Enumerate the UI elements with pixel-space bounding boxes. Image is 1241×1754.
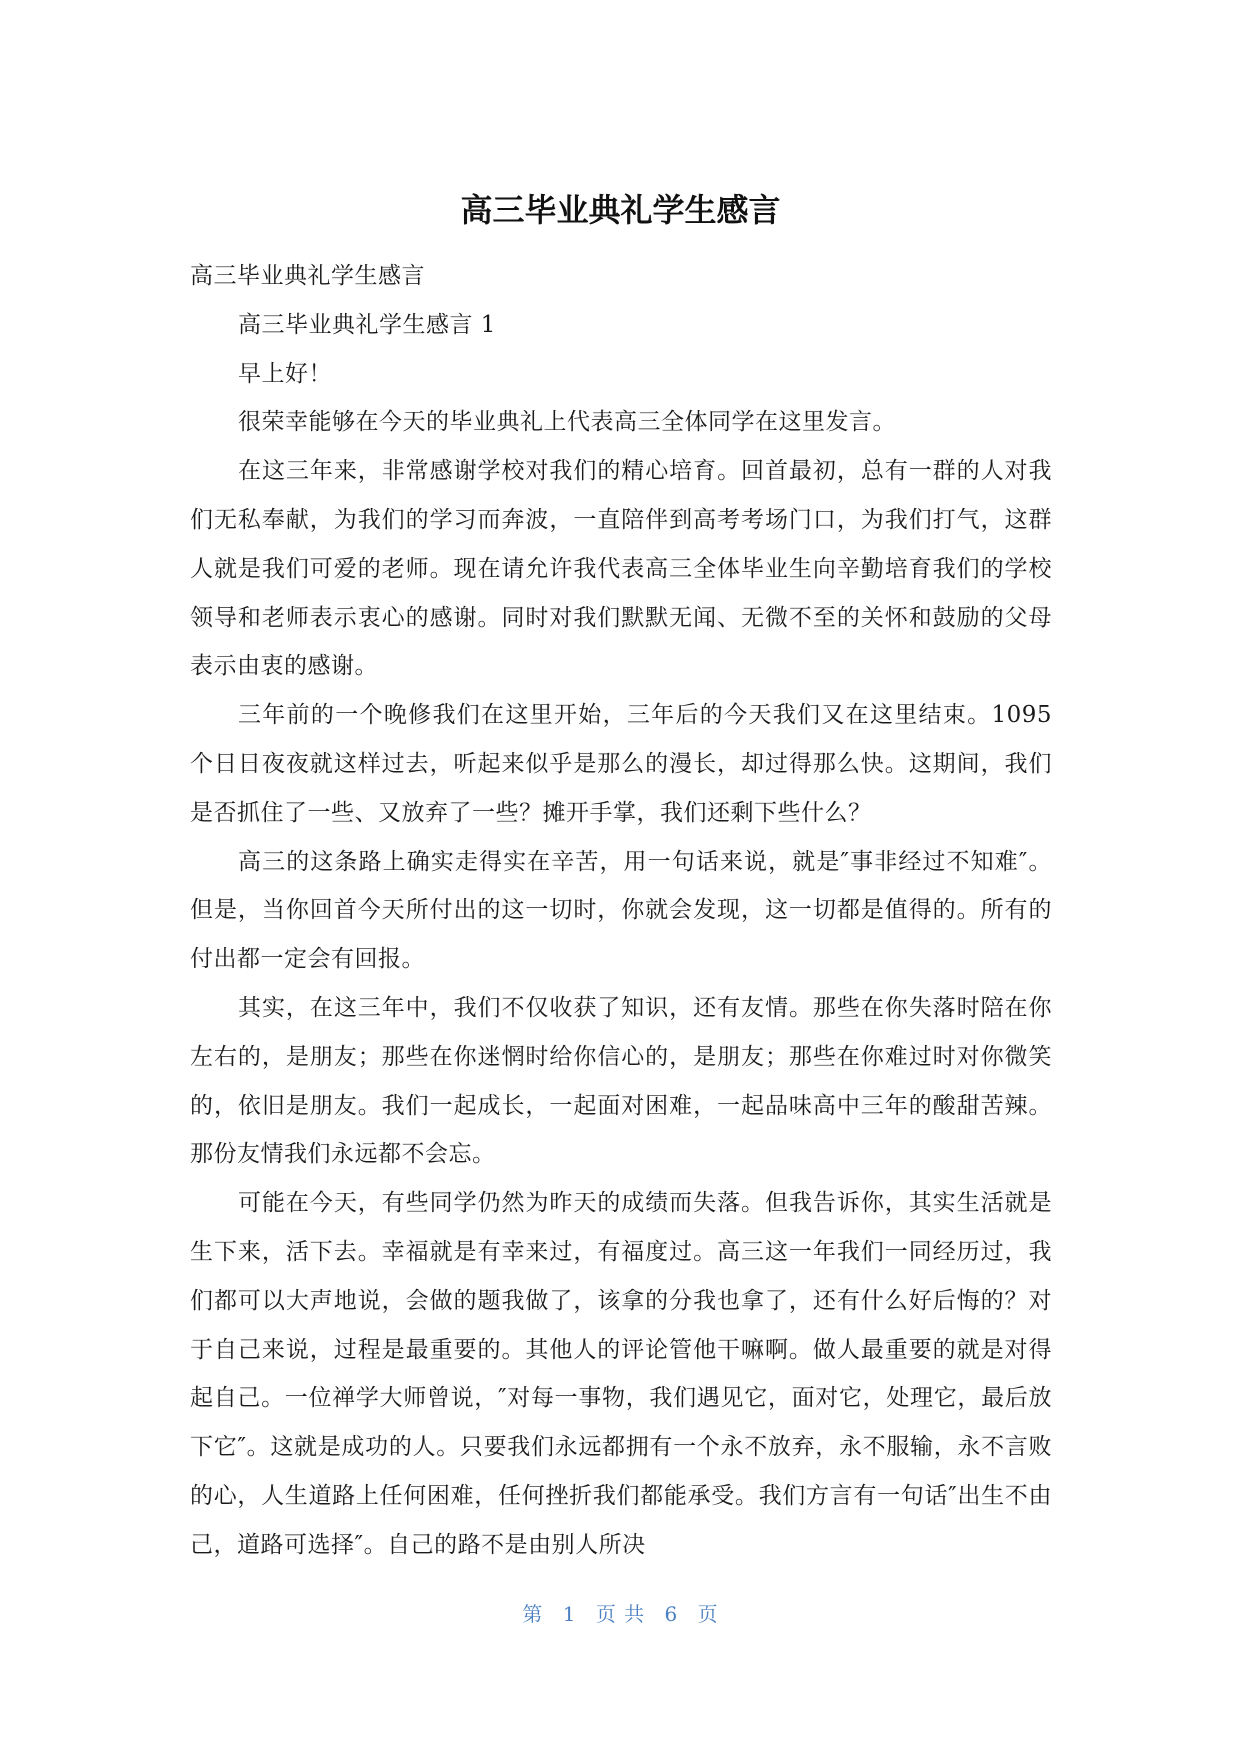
page-footer xyxy=(0,1598,1241,1627)
document-title: 高三毕业典礼学生感言 xyxy=(460,191,781,229)
document-body xyxy=(190,252,1052,1570)
paragraph: 很荣幸能够在今天的毕业典礼上代表高三全体同学在这里发言。 xyxy=(238,409,896,436)
paragraph: 可能在今天，有些同学仍然为昨天的成绩而失落。但我告诉你，其实生活就是生下来，活下去。幸福就是有幸来过，有福度过。高三这一年我们一同经历过，我们都可以大声地说，会做的题我做了，该拿的分我也拿了，还有什么好后悔的？对于自己来说，过程是最重要的。其他人的评论管他干嘛啊。做人最重要的就是对得起自己。一位禅学大师曾说，″对每一事物，我们遇见它，面对它，处理它，最后放下它″。这就是成功的人。只要我们永远都拥有一个永不放弃，永不服输，永不言败的心，人生道路上任何困难，任何挫折我们都能承受。我们方言有一句话″出生不由己，道路可选择″。自己的路不是由别人所决 xyxy=(190,1190,1052,1558)
paragraph: 三年前的一个晚修我们在这里开始，三年后的今天我们又在这里结束。1095 个日日夜夜就这样过去，听起来似乎是那么的漫长，却过得那么快。这期间，我们是否抓住了一些、又放弃了一些？摊开手掌，我们还剩下些什么？ xyxy=(190,702,1052,826)
paragraph: 其实，在这三年中，我们不仅收获了知识，还有友情。那些在你失落时陪在你左右的，是朋友；那些在你迷惘时给你信心的，是朋友；那些在你难过时对你微笑的，依旧是朋友。我们一起成长，一起面对困难，一起品味高中三年的酸甜苦辣。那份友情我们永远都不会忘。 xyxy=(190,994,1052,1168)
paragraph: 在这三年来，非常感谢学校对我们的精心培育。回首最初，总有一群的人对我们无私奉献，为我们的学习而奔波，一直陪伴到高考考场门口，为我们打气，这群人就是我们可爱的老师。现在请允许我代表高三全体毕业生向辛勤培育我们的学校领导和老师表示衷心的感谢。同时对我们默默无闻、无微不至的关怀和鼓励的父母表示由衷的感谢。 xyxy=(190,458,1052,680)
paragraph: 高三的这条路上确实走得实在辛苦，用一句话来说，就是″事非经过不知难″。但是，当你回首今天所付出的这一切时，你就会发现，这一切都是值得的。所有的付出都一定会有回报。 xyxy=(190,848,1052,973)
current-page-number: 1 xyxy=(562,1602,577,1626)
page-label-middle: 页 共 xyxy=(595,1602,646,1626)
paragraph: 高三毕业典礼学生感言 xyxy=(190,263,425,289)
total-pages-number: 6 xyxy=(664,1602,679,1626)
paragraph: 早上好！ xyxy=(238,360,332,387)
paragraph: 高三毕业典礼学生感言 1 xyxy=(238,311,496,338)
page-label-suffix: 页 xyxy=(697,1602,719,1626)
page-label-prefix: 第 xyxy=(522,1602,544,1626)
